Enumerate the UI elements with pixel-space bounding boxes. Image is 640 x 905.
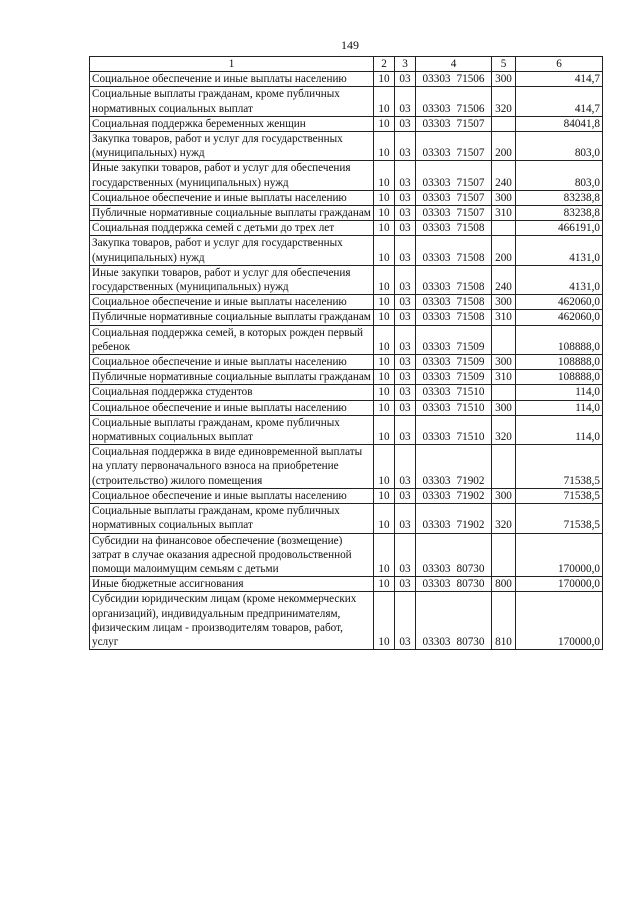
expense-type-code: 200 [492,236,516,265]
section-code: 10 [374,87,395,116]
section-code: 10 [374,385,395,400]
expense-type-code [492,325,516,354]
table-row [90,310,603,325]
amount: 114,0 [516,385,603,400]
table-row [90,445,603,489]
expense-type-code: 200 [492,132,516,161]
amount: 170000,0 [516,533,603,577]
section-code: 10 [374,577,395,592]
expense-type-code: 300 [492,190,516,205]
table-row [90,236,603,265]
target-article-code [416,325,492,354]
expense-type-code: 310 [492,370,516,385]
amount: 83238,8 [516,190,603,205]
subsection-code: 03 [395,415,416,444]
header-col-3: 3 [395,57,416,72]
subsection-code: 03 [395,206,416,221]
subsection-code: 03 [395,190,416,205]
expense-type-code [492,533,516,577]
item-name: Социальная поддержка семей, в которых рожден первый ребенок [90,325,374,354]
direction-code: 71506 [456,102,485,115]
expense-type-code: 310 [492,206,516,221]
target-article-code [416,592,492,650]
target-article-code [416,221,492,236]
program-code: 03303 [422,519,451,532]
subsection-code: 03 [395,533,416,577]
program-code: 03303 [422,489,451,502]
expense-type-code: 240 [492,265,516,294]
amount: 71538,5 [516,445,603,489]
subsection-code: 03 [395,236,416,265]
direction-code: 71510 [456,386,485,399]
expense-type-code [492,385,516,400]
section-code: 10 [374,400,395,415]
program-code: 03303 [422,386,451,399]
item-name: Социальная поддержка семей с детьми до трех лет [90,221,374,236]
subsection-code: 03 [395,161,416,190]
item-name: Социальные выплаты гражданам, кроме публичных нормативных социальных выплат [90,415,374,444]
target-article-code [416,400,492,415]
direction-code: 71507 [456,207,485,220]
table-row [90,161,603,190]
direction-code: 71509 [456,371,485,384]
target-article-code [416,116,492,131]
section-code: 10 [374,295,395,310]
target-article-code [416,577,492,592]
expense-type-code: 320 [492,415,516,444]
header-col-4: 4 [416,57,492,72]
target-article-code [416,265,492,294]
table-row [90,116,603,131]
target-article-code [416,132,492,161]
amount: 466191,0 [516,221,603,236]
section-code: 10 [374,190,395,205]
subsection-code: 03 [395,385,416,400]
section-code: 10 [374,592,395,650]
amount: 71538,5 [516,504,603,533]
table-row [90,370,603,385]
table-row [90,400,603,415]
subsection-code: 03 [395,221,416,236]
item-name: Социальная поддержка беременных женщин [90,116,374,131]
section-code: 10 [374,161,395,190]
item-name: Публичные нормативные социальные выплаты гражданам [90,310,374,325]
program-code: 03303 [422,176,451,189]
header-col-5: 5 [492,57,516,72]
amount: 84041,8 [516,116,603,131]
amount: 414,7 [516,87,603,116]
amount: 108888,0 [516,355,603,370]
expense-type-code: 300 [492,400,516,415]
table-row [90,325,603,354]
program-code: 03303 [422,296,451,309]
header-col-1: 1 [90,57,374,72]
target-article-code [416,533,492,577]
table-row [90,265,603,294]
target-article-code [416,310,492,325]
expense-type-code: 310 [492,310,516,325]
direction-code: 71902 [456,474,485,487]
item-name: Социальное обеспечение и иные выплаты населению [90,190,374,205]
program-code: 03303 [422,635,451,648]
direction-code: 71507 [456,176,485,189]
item-name: Публичные нормативные социальные выплаты гражданам [90,206,374,221]
subsection-code: 03 [395,265,416,294]
expense-type-code: 300 [492,488,516,503]
table-row [90,206,603,221]
amount: 114,0 [516,400,603,415]
subsection-code: 03 [395,400,416,415]
program-code: 03303 [422,356,451,369]
item-name: Социальное обеспечение и иные выплаты населению [90,488,374,503]
item-name: Иные закупки товаров, работ и услуг для обеспечения государственных (муниципальных) нужд [90,265,374,294]
program-code: 03303 [422,117,451,130]
subsection-code: 03 [395,310,416,325]
subsection-code: 03 [395,504,416,533]
item-name: Иные бюджетные ассигнования [90,577,374,592]
program-code: 03303 [422,578,451,591]
section-code: 10 [374,206,395,221]
table-row [90,504,603,533]
amount: 414,7 [516,72,603,87]
amount: 462060,0 [516,295,603,310]
target-article-code [416,415,492,444]
subsection-code: 03 [395,488,416,503]
program-code: 03303 [422,207,451,220]
subsection-code: 03 [395,295,416,310]
expense-type-code [492,221,516,236]
program-code: 03303 [422,401,451,414]
target-article-code [416,206,492,221]
expense-type-code: 800 [492,577,516,592]
section-code: 10 [374,236,395,265]
direction-code: 71506 [456,73,485,86]
section-code: 10 [374,370,395,385]
target-article-code [416,370,492,385]
table-row [90,87,603,116]
program-code: 03303 [422,281,451,294]
table-row [90,355,603,370]
table-row [90,132,603,161]
section-code: 10 [374,221,395,236]
direction-code: 71507 [456,147,485,160]
direction-code: 71508 [456,251,485,264]
direction-code: 71507 [456,191,485,204]
subsection-code: 03 [395,72,416,87]
amount: 4131,0 [516,265,603,294]
expense-type-code [492,116,516,131]
item-name: Закупка товаров, работ и услуг для государственных (муниципальных) нужд [90,132,374,161]
target-article-code [416,295,492,310]
subsection-code: 03 [395,577,416,592]
subsection-code: 03 [395,116,416,131]
budget-table [89,56,603,650]
item-name: Закупка товаров, работ и услуг для государственных (муниципальных) нужд [90,236,374,265]
target-article-code [416,504,492,533]
amount: 114,0 [516,415,603,444]
subsection-code: 03 [395,132,416,161]
direction-code: 71507 [456,117,485,130]
direction-code: 71510 [456,401,485,414]
target-article-code [416,190,492,205]
program-code: 03303 [422,222,451,235]
direction-code: 71902 [456,489,485,502]
direction-code: 80730 [456,635,485,648]
program-code: 03303 [422,73,451,86]
header-col-6: 6 [516,57,603,72]
target-article-code [416,445,492,489]
program-code: 03303 [422,371,451,384]
amount: 4131,0 [516,236,603,265]
item-name: Социальное обеспечение и иные выплаты населению [90,72,374,87]
table-body [90,72,603,650]
expense-type-code: 300 [492,355,516,370]
section-code: 10 [374,355,395,370]
direction-code: 71510 [456,431,485,444]
program-code: 03303 [422,311,451,324]
subsection-code: 03 [395,87,416,116]
direction-code: 71509 [456,340,485,353]
target-article-code [416,72,492,87]
target-article-code [416,355,492,370]
program-code: 03303 [422,562,451,575]
section-code: 10 [374,310,395,325]
program-code: 03303 [422,251,451,264]
expense-type-code: 300 [492,72,516,87]
item-name: Социальное обеспечение и иные выплаты населению [90,400,374,415]
section-code: 10 [374,533,395,577]
direction-code: 71508 [456,296,485,309]
section-code: 10 [374,116,395,131]
item-name: Социальные выплаты гражданам, кроме публичных нормативных социальных выплат [90,87,374,116]
direction-code: 71902 [456,519,485,532]
expense-type-code: 320 [492,87,516,116]
item-name: Субсидии на финансовое обеспечение (возмещение) затрат в случае оказания адресной продовольственной помощи малоимущим семьям с детьми [90,533,374,577]
table-row [90,221,603,236]
header-row [90,57,603,72]
expense-type-code: 240 [492,161,516,190]
expense-type-code: 810 [492,592,516,650]
section-code: 10 [374,488,395,503]
direction-code: 80730 [456,578,485,591]
amount: 462060,0 [516,310,603,325]
amount: 108888,0 [516,325,603,354]
amount: 803,0 [516,161,603,190]
item-name: Публичные нормативные социальные выплаты гражданам [90,370,374,385]
direction-code: 71508 [456,222,485,235]
table-row [90,592,603,650]
section-code: 10 [374,504,395,533]
direction-code: 71508 [456,311,485,324]
amount: 83238,8 [516,206,603,221]
program-code: 03303 [422,340,451,353]
program-code: 03303 [422,102,451,115]
item-name: Социальное обеспечение и иные выплаты населению [90,295,374,310]
section-code: 10 [374,132,395,161]
header-col-2: 2 [374,57,395,72]
amount: 170000,0 [516,577,603,592]
table-row [90,533,603,577]
target-article-code [416,87,492,116]
subsection-code: 03 [395,445,416,489]
table-row [90,385,603,400]
section-code: 10 [374,265,395,294]
program-code: 03303 [422,431,451,444]
program-code: 03303 [422,147,451,160]
amount: 71538,5 [516,488,603,503]
table-row [90,488,603,503]
section-code: 10 [374,445,395,489]
section-code: 10 [374,325,395,354]
expense-type-code [492,445,516,489]
item-name: Социальные выплаты гражданам, кроме публичных нормативных социальных выплат [90,504,374,533]
expense-type-code: 300 [492,295,516,310]
table-row [90,415,603,444]
amount: 170000,0 [516,592,603,650]
table-row [90,190,603,205]
program-code: 03303 [422,191,451,204]
table-row [90,295,603,310]
expense-type-code: 320 [492,504,516,533]
program-code: 03303 [422,474,451,487]
page-number: 149 [341,38,359,52]
item-name: Социальное обеспечение и иные выплаты населению [90,355,374,370]
item-name: Социальная поддержка в виде единовременной выплаты на уплату первоначального взноса на приобретение (строительство) жилого помещения [90,445,374,489]
subsection-code: 03 [395,355,416,370]
subsection-code: 03 [395,370,416,385]
amount: 803,0 [516,132,603,161]
target-article-code [416,236,492,265]
item-name: Социальная поддержка студентов [90,385,374,400]
section-code: 10 [374,72,395,87]
target-article-code [416,161,492,190]
subsection-code: 03 [395,325,416,354]
table-row [90,577,603,592]
section-code: 10 [374,415,395,444]
table-row [90,72,603,87]
target-article-code [416,488,492,503]
direction-code: 80730 [456,562,485,575]
direction-code: 71509 [456,356,485,369]
subsection-code: 03 [395,592,416,650]
item-name: Иные закупки товаров, работ и услуг для обеспечения государственных (муниципальных) нужд [90,161,374,190]
item-name: Субсидии юридическим лицам (кроме некоммерческих организаций), индивидуальным предпринимателям, физическим лицам - производителям товаров, работ, услуг [90,592,374,650]
amount: 108888,0 [516,370,603,385]
target-article-code [416,385,492,400]
direction-code: 71508 [456,281,485,294]
